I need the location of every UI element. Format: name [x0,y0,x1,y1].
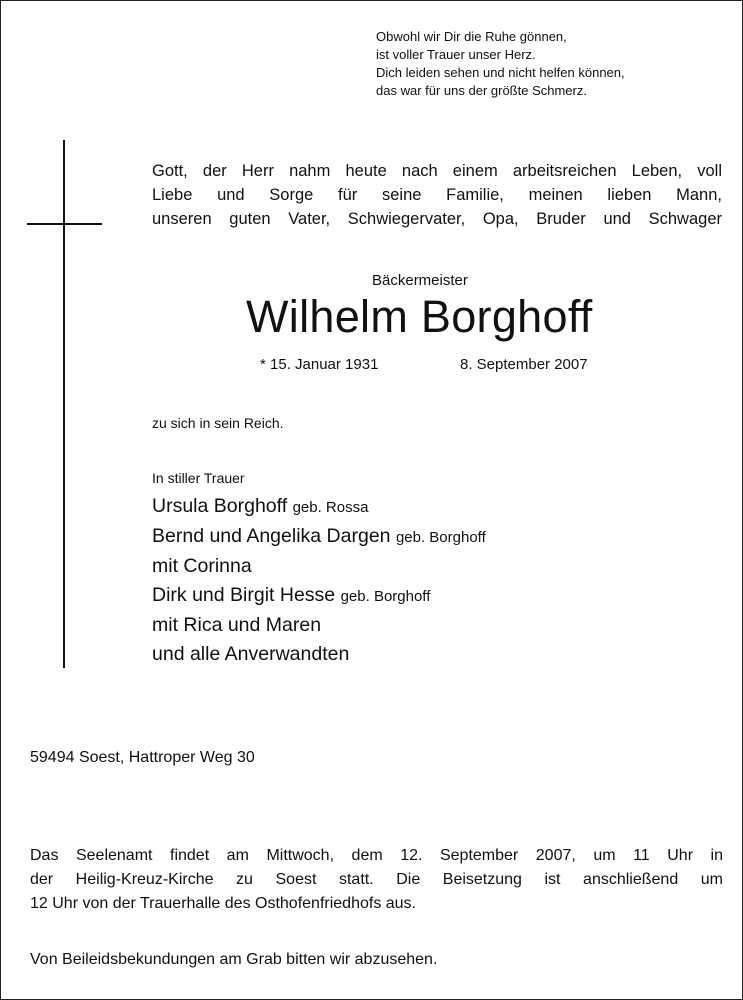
mourner-maiden-name: geb. Borghoff [395,529,486,546]
service-info [30,844,723,916]
poem-line: das war für uns der größte Schmerz. [376,83,587,98]
mourner [152,552,486,581]
service-line: der Heilig-Kreuz-Kirche zu Soest statt. Die Beisetzung ist anschließend um [30,871,723,888]
death-date: 8. September 2007 [460,356,588,373]
mourners-list [152,492,486,669]
intro-line: Liebe und Sorge für seine Familie, meinen lieben Mann, [152,186,722,204]
mourner-name: und alle Anverwandten [152,643,350,665]
cross-vertical-icon [63,140,65,668]
mourner-name: Ursula Borghoff [152,495,288,517]
condolence-note: Von Beileidsbekundungen am Grab bitten wir abzusehen. [30,951,438,968]
profession: Bäckermeister [372,272,468,289]
mourner [152,611,486,640]
service-line: 12 Uhr von der Trauerhalle des Osthofenfriedhofs aus. [30,895,416,912]
poem-line: ist voller Trauer unser Herz. [376,47,536,62]
mourner-name: Bernd und Angelika Dargen [152,525,391,547]
poem [376,28,625,100]
mourner-maiden-name: geb. Rossa [292,499,369,516]
cross-horizontal-icon [27,223,102,225]
poem-line: Dich leiden sehen und nicht helfen können, [376,65,625,80]
address: 59494 Soest, Hattroper Weg 30 [30,749,255,766]
reich-text: zu sich in sein Reich. [152,415,284,431]
mourner-maiden-name: geb. Borghoff [340,588,431,605]
intro-line: Gott, der Herr nahm heute nach einem arbeitsreichen Leben, voll [152,162,722,180]
intro-text [152,159,722,231]
mourner-name: Dirk und Birgit Hesse [152,584,336,606]
mourner [152,522,486,552]
service-line: Das Seelenamt findet am Mittwoch, dem 12. September 2007, um 11 Uhr in [30,847,723,864]
mourner-name: mit Corinna [152,555,252,577]
mourning-label: In stiller Trauer [152,470,245,486]
mourner [152,492,486,522]
mourner [152,640,486,669]
birth-date: * 15. Januar 1931 [260,356,379,373]
poem-line: Obwohl wir Dir die Ruhe gönnen, [376,29,567,44]
mourner [152,581,486,611]
deceased-name: Wilhelm Borghoff [246,291,593,342]
intro-line: unseren guten Vater, Schwiegervater, Opa, Bruder und Schwager [152,210,722,228]
mourner-name: mit Rica und Maren [152,614,322,636]
